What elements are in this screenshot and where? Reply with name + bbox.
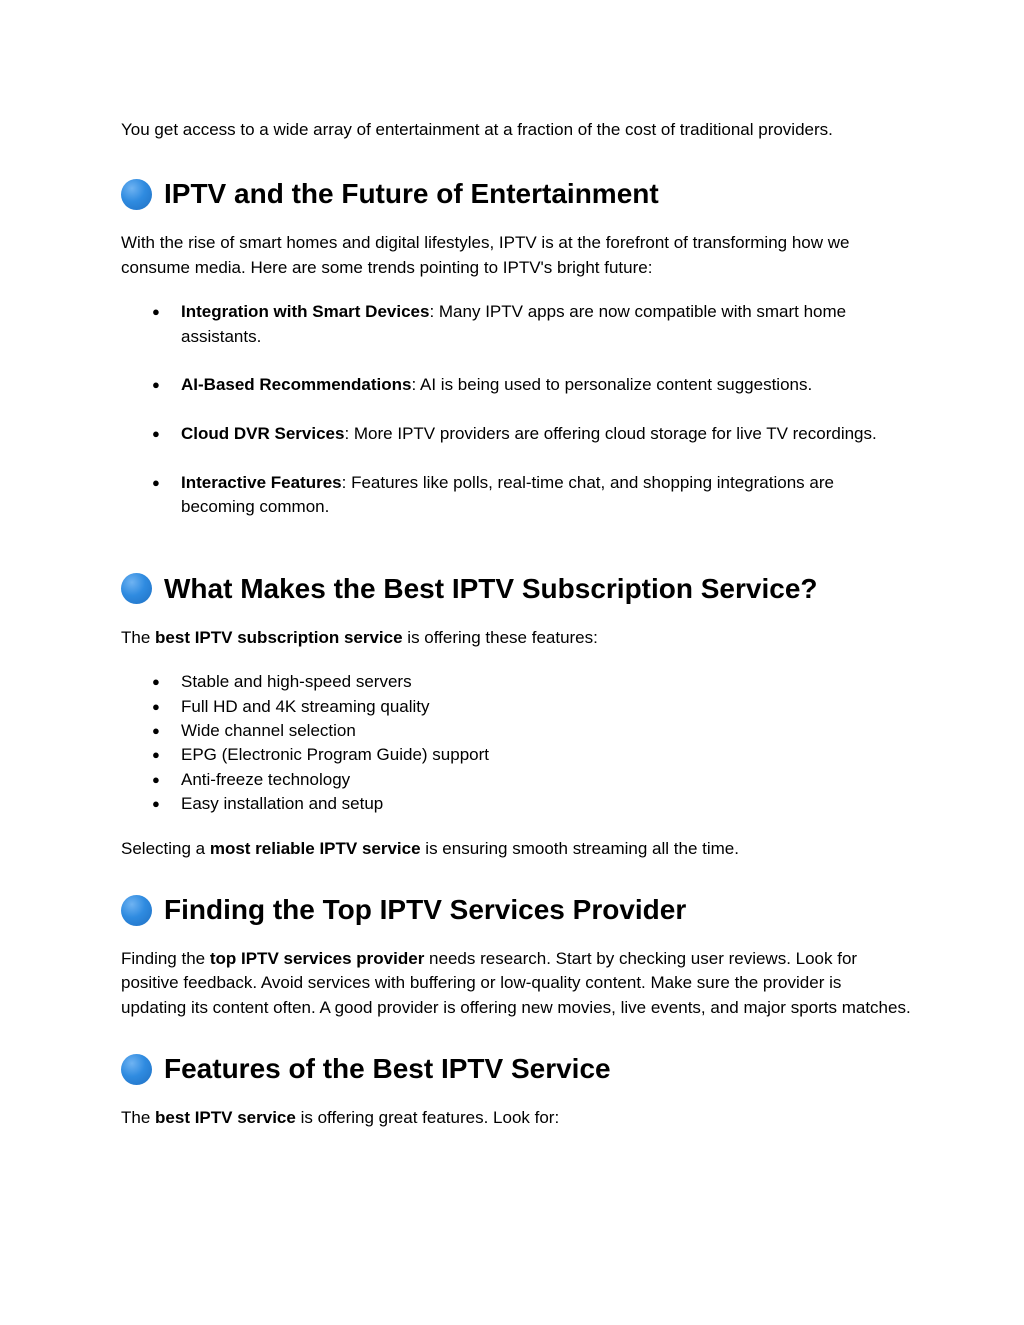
features-paragraph bbox=[121, 1106, 911, 1130]
list-item-bold: Interactive Features bbox=[181, 473, 342, 493]
bullet-icon: ● bbox=[152, 304, 160, 320]
blue-circle-icon bbox=[121, 895, 152, 926]
text-run: Selecting a bbox=[121, 838, 210, 858]
bullet-icon: ● bbox=[152, 747, 160, 763]
list-item bbox=[121, 670, 911, 694]
bullet-icon: ● bbox=[152, 796, 160, 812]
list-item-text: Easy installation and setup bbox=[181, 794, 384, 814]
blue-circle-icon bbox=[121, 573, 152, 604]
list-item-text: : AI is being used to personalize content suggestions. bbox=[411, 375, 813, 395]
section-heading-text: What Makes the Best IPTV Subscription Service? bbox=[164, 572, 818, 604]
text-run: needs research. Start by checking user reviews. Look for positive feedback. Avoid services with buffering or low-quality content. Make sure the provider is updating its content often. A good provider is offering new movies, live events, and major sports matches. bbox=[121, 949, 911, 1017]
list-item bbox=[121, 768, 911, 792]
text-run: Finding the bbox=[121, 949, 210, 969]
provider-paragraph bbox=[121, 947, 911, 1020]
bullet-icon: ● bbox=[152, 674, 160, 690]
text-run: The bbox=[121, 1108, 156, 1128]
list-item bbox=[121, 743, 911, 767]
bullet-icon: ● bbox=[152, 475, 160, 491]
bullet-icon: ● bbox=[152, 771, 160, 787]
list-item-text: EPG (Electronic Program Guide) support bbox=[181, 745, 490, 765]
text-run-bold: best IPTV subscription service bbox=[155, 627, 403, 647]
list-item-bold: Cloud DVR Services bbox=[181, 424, 345, 444]
list-item bbox=[121, 373, 911, 397]
section-heading-text: IPTV and the Future of Entertainment bbox=[164, 178, 659, 210]
text-run-bold: top IPTV services provider bbox=[209, 949, 425, 969]
text-run: is ensuring smooth streaming all the time. bbox=[420, 838, 739, 858]
list-item-text: Full HD and 4K streaming quality bbox=[181, 696, 430, 716]
list-item bbox=[121, 792, 911, 816]
section-heading-best-subscription bbox=[121, 571, 911, 607]
bullet-icon: ● bbox=[152, 377, 160, 393]
list-item-text: : Many IPTV apps are now compatible with smart home assistants. bbox=[181, 302, 847, 346]
text-run: is offering these features: bbox=[402, 627, 598, 647]
list-item bbox=[121, 422, 911, 446]
bullet-icon: ● bbox=[152, 723, 160, 739]
blue-circle-icon bbox=[121, 1054, 152, 1085]
text-run-bold: most reliable IPTV service bbox=[209, 838, 421, 858]
list-item bbox=[121, 300, 911, 349]
document-body bbox=[121, 118, 911, 1131]
section-heading-future bbox=[121, 176, 911, 212]
list-item bbox=[121, 471, 911, 520]
list-item-text: Wide channel selection bbox=[181, 721, 356, 741]
list-item-text: : Features like polls, real-time chat, and shopping integrations are becoming common. bbox=[181, 473, 834, 517]
subscription-paragraph bbox=[121, 626, 911, 650]
text-run-bold: best IPTV service bbox=[155, 1108, 296, 1128]
trends-list bbox=[121, 300, 911, 520]
list-item-text: Anti-freeze technology bbox=[181, 769, 351, 789]
features-list bbox=[121, 670, 911, 816]
list-item bbox=[121, 719, 911, 743]
reliable-paragraph bbox=[121, 837, 911, 861]
blue-circle-icon bbox=[121, 179, 152, 210]
list-item-bold: AI-Based Recommendations bbox=[181, 375, 412, 395]
future-paragraph: With the rise of smart homes and digital lifestyles, IPTV is at the forefront of transforming how we consume media. Here are some trends pointing to IPTV's bright future: bbox=[121, 233, 850, 277]
bullet-icon: ● bbox=[152, 426, 160, 442]
text-run: is offering great features. Look for: bbox=[295, 1108, 560, 1128]
section-heading-top-provider bbox=[121, 892, 911, 928]
list-item-text: : More IPTV providers are offering cloud storage for live TV recordings. bbox=[344, 424, 877, 444]
list-item-bold: Integration with Smart Devices bbox=[181, 302, 430, 322]
intro-paragraph: You get access to a wide array of entertainment at a fraction of the cost of traditional providers. bbox=[121, 120, 833, 139]
section-heading-features bbox=[121, 1051, 911, 1087]
list-item bbox=[121, 695, 911, 719]
bullet-icon: ● bbox=[152, 698, 160, 714]
list-item-text: Stable and high-speed servers bbox=[181, 672, 412, 692]
section-heading-text: Finding the Top IPTV Services Provider bbox=[164, 894, 687, 926]
text-run: The bbox=[121, 627, 156, 647]
section-heading-text: Features of the Best IPTV Service bbox=[164, 1053, 611, 1085]
